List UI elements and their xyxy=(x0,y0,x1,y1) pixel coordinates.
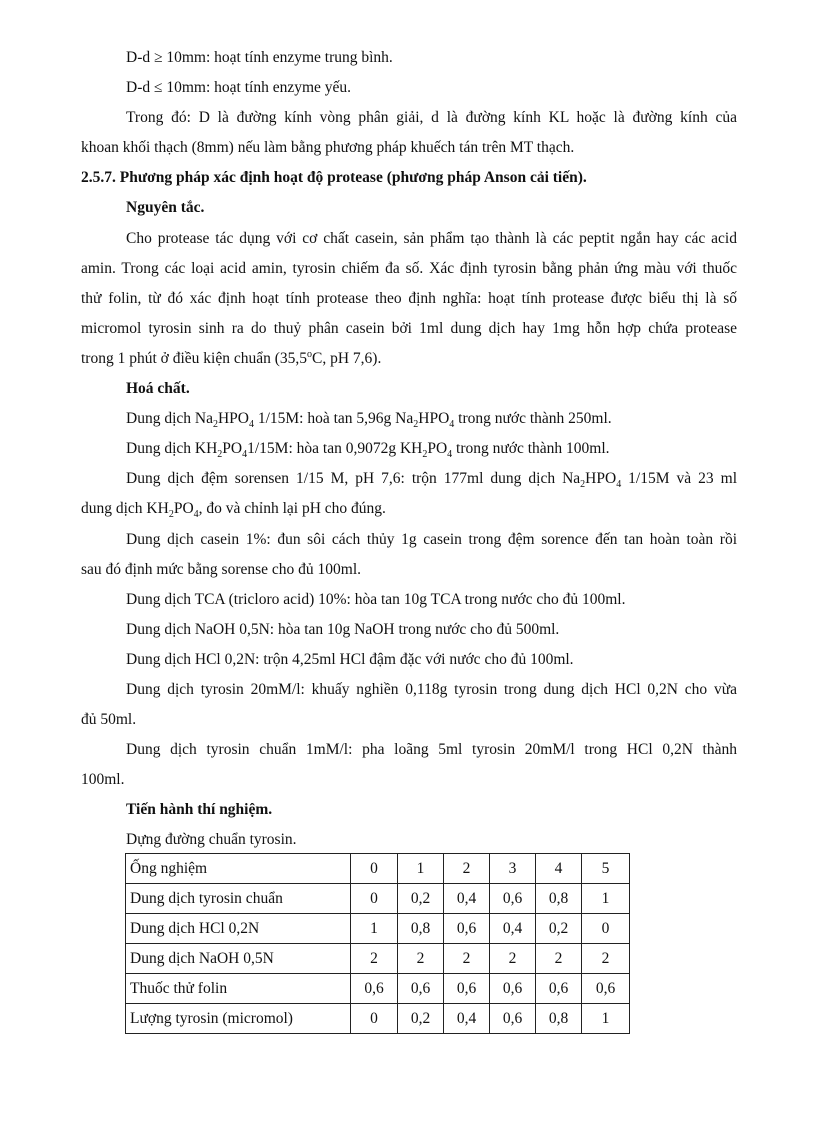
text-line: 100ml. xyxy=(81,771,125,788)
text-line: Trong đó: D là đường kính vòng phân giải, d là đường kính KL hoặc là đường kính của xyxy=(126,109,737,126)
table-cell: 1 xyxy=(398,854,444,884)
table-cell: 0,6 xyxy=(490,974,536,1004)
table-cell: 2 xyxy=(536,944,582,974)
text-line xyxy=(126,439,610,459)
subscript: 4 xyxy=(248,419,254,431)
text-fragment: , đo và chỉnh lại pH cho đúng. xyxy=(198,500,386,517)
text-line: Dung dịch tyrosin 20mM/l: khuấy nghiền 0,118g tyrosin trong dung dịch HCl 0,2N cho vừa xyxy=(126,681,737,698)
subscript: 4 xyxy=(242,449,248,461)
table-cell: 0,6 xyxy=(490,1004,536,1034)
text-fragment: trong nước thành 100ml. xyxy=(452,440,610,457)
text-fragment: dung dịch KH xyxy=(81,500,169,517)
table-row xyxy=(126,974,630,1004)
text-fragment: PO xyxy=(173,500,194,517)
row-label: Dung dịch HCl 0,2N xyxy=(126,914,351,944)
text-fragment: PO xyxy=(427,440,448,457)
text-line xyxy=(81,349,381,369)
text-line: Dung dịch TCA (tricloro acid) 10%: hòa tan 10g TCA trong nước cho đủ 100ml. xyxy=(126,591,626,608)
text-fragment: HPO xyxy=(217,410,249,427)
text-line: Dựng đường chuẩn tyrosin. xyxy=(126,831,297,848)
subscript: 2 xyxy=(168,509,174,521)
text-fragment: HPO xyxy=(585,470,617,487)
text-fragment: Dung dịch KH xyxy=(126,440,218,457)
table-cell: 0,2 xyxy=(398,1004,444,1034)
table-cell: 0 xyxy=(351,884,398,914)
table-cell: 0,6 xyxy=(444,974,490,1004)
subscript: 4 xyxy=(616,479,622,491)
table-cell: 0,4 xyxy=(490,914,536,944)
table-cell: 0,8 xyxy=(536,884,582,914)
superscript: o xyxy=(307,348,313,360)
row-label: Lượng tyrosin (micromol) xyxy=(126,1004,351,1034)
text-line: micromol tyrosin sinh ra do thuỷ phân casein bởi 1ml dung dịch hay 1mg hỗn hợp chứa protease xyxy=(81,320,737,337)
row-label: Dung dịch tyrosin chuẩn xyxy=(126,884,351,914)
table-row xyxy=(126,884,630,914)
text-line: sau đó định mức bằng sorense cho đủ 100ml. xyxy=(81,561,362,578)
table-cell: 0,6 xyxy=(490,884,536,914)
table-row xyxy=(126,854,630,884)
table-row xyxy=(126,914,630,944)
subscript: 4 xyxy=(447,449,453,461)
subheading-principle: Nguyên tắc. xyxy=(126,199,205,216)
text-line: khoan khối thạch (8mm) nếu làm bằng phương pháp khuếch tán trên MT thạch. xyxy=(81,139,575,156)
table-cell: 0,2 xyxy=(536,914,582,944)
text-line: Dung dịch NaOH 0,5N: hòa tan 10g NaOH trong nước cho đủ 500ml. xyxy=(126,621,560,638)
text-fragment: 1/15M và 23 ml xyxy=(621,470,737,487)
table-cell: 0 xyxy=(582,914,630,944)
table-cell: 0,6 xyxy=(582,974,630,1004)
subscript: 2 xyxy=(217,449,223,461)
table-cell: 0,6 xyxy=(398,974,444,1004)
subscript: 4 xyxy=(449,419,455,431)
text-line: D-d ≥ 10mm: hoạt tính enzyme trung bình. xyxy=(126,49,393,66)
table-cell: 1 xyxy=(582,884,630,914)
text-line: Dung dịch casein 1%: đun sôi cách thủy 1g casein trong đệm sorence đến tan hoàn toàn rồi xyxy=(126,531,737,548)
text-line xyxy=(126,469,737,489)
text-line: Cho protease tác dụng với cơ chất casein, sản phẩm tạo thành là các peptit ngắn hay các acid xyxy=(126,230,737,247)
text-fragment: trong nước thành 250ml. xyxy=(454,410,612,427)
table-cell: 0,6 xyxy=(351,974,398,1004)
text-line: thử folin, từ đó xác định hoạt tính protease theo định nghĩa: hoạt tính protease được biểu thị là số xyxy=(81,290,737,307)
text-fragment: PO xyxy=(222,440,243,457)
text-line: amin. Trong các loại acid amin, tyrosin chiếm đa số. Xác định tyrosin bằng phản ứng màu với thuốc xyxy=(81,260,737,277)
text-line: Dung dịch tyrosin chuẩn 1mM/l: pha loãng 5ml tyrosin 20mM/l trong HCl 0,2N thành xyxy=(126,741,737,758)
subscript: 2 xyxy=(413,419,419,431)
text-fragment: 1/15M: hoà tan 5,96g Na xyxy=(253,410,414,427)
text-fragment: C, pH 7,6). xyxy=(312,350,382,367)
text-line: đủ 50ml. xyxy=(81,711,137,728)
subscript: 4 xyxy=(193,509,199,521)
table-cell: 0,4 xyxy=(444,1004,490,1034)
tyrosin-standard-table xyxy=(125,853,630,1034)
row-label: Dung dịch NaOH 0,5N xyxy=(126,944,351,974)
table-cell: 0,6 xyxy=(444,914,490,944)
row-label: Ống nghiệm xyxy=(126,854,351,884)
row-label: Thuốc thử folin xyxy=(126,974,351,1004)
subheading-chemicals: Hoá chất. xyxy=(126,380,190,397)
subscript: 2 xyxy=(422,449,428,461)
table-cell: 1 xyxy=(351,914,398,944)
table-cell: 0,6 xyxy=(536,974,582,1004)
table-cell: 0,4 xyxy=(444,884,490,914)
text-fragment: Dung dịch Na xyxy=(126,410,213,427)
table-cell: 2 xyxy=(444,944,490,974)
text-line xyxy=(81,499,386,519)
table-cell: 2 xyxy=(351,944,398,974)
subscript: 2 xyxy=(580,479,586,491)
text-fragment: Dung dịch đệm sorensen 1/15 M, pH 7,6: trộn 177ml dung dịch Na xyxy=(126,470,581,487)
section-heading: 2.5.7. Phương pháp xác định hoạt độ protease (phương pháp Anson cải tiến). xyxy=(81,169,587,186)
table-cell: 5 xyxy=(582,854,630,884)
table-row xyxy=(126,1004,630,1034)
table-cell: 4 xyxy=(536,854,582,884)
table-cell: 1 xyxy=(582,1004,630,1034)
table-cell: 3 xyxy=(490,854,536,884)
table-cell: 2 xyxy=(444,854,490,884)
table-cell: 0,8 xyxy=(398,914,444,944)
text-line: D-d ≤ 10mm: hoạt tính enzyme yếu. xyxy=(126,79,352,96)
table-cell: 0 xyxy=(351,854,398,884)
table-cell: 2 xyxy=(582,944,630,974)
table-cell: 2 xyxy=(490,944,536,974)
text-line xyxy=(126,409,612,429)
table-cell: 2 xyxy=(398,944,444,974)
text-fragment: trong 1 phút ở điều kiện chuẩn (35,5 xyxy=(81,350,308,367)
text-line: Dung dịch HCl 0,2N: trộn 4,25ml HCl đậm đặc với nước cho đủ 100ml. xyxy=(126,651,574,668)
text-fragment: 1/15M: hòa tan 0,9072g KH xyxy=(247,440,423,457)
subheading-procedure: Tiến hành thí nghiệm. xyxy=(126,801,273,818)
subscript: 2 xyxy=(212,419,218,431)
table-cell: 0 xyxy=(351,1004,398,1034)
table-cell: 0,8 xyxy=(536,1004,582,1034)
table-cell: 0,2 xyxy=(398,884,444,914)
table-row xyxy=(126,944,630,974)
text-fragment: HPO xyxy=(418,410,450,427)
